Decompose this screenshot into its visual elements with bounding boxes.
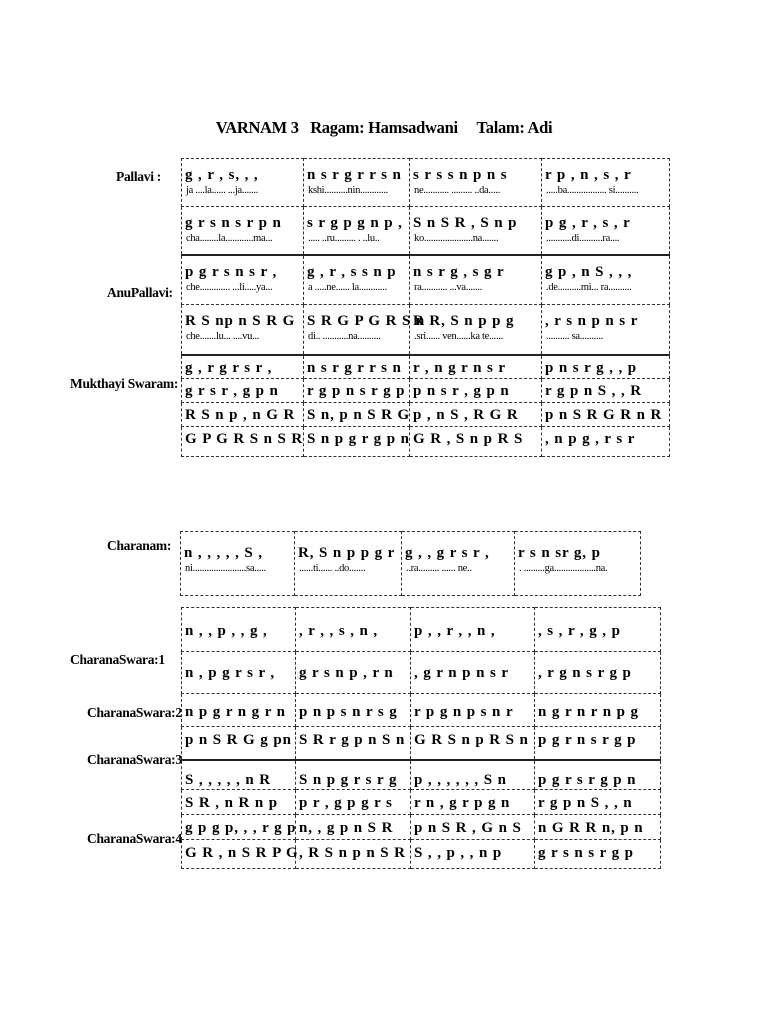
anupallavi-cell [304,255,410,305]
pallavi-cell [304,159,410,207]
charana-swara-cell [296,814,411,839]
lyric-line: di.. ...........na.......... [308,331,381,342]
label-anupallavi: AnuPallavi: [107,285,173,300]
label-pallavi: Pallavi : [116,169,161,184]
mukthayi-cell [410,355,542,379]
label-mukthayi-swaram: Mukthayi Swaram: [70,376,179,391]
mukthayi-cell [304,379,410,403]
swara-line: R S n p , n G R [185,407,296,423]
label-charana-swara-1: CharanaSwara:1 [70,652,165,667]
swara-line: G R S n p R S n [414,732,529,748]
swara-line: S R G P G R S n [307,313,426,329]
swara-line: S n S R , S n p [413,215,518,231]
swara-line: g p , n S , , , [545,263,633,280]
swara-line: p g r n s r g p [538,732,637,748]
charana-swara-cell [296,652,411,694]
charana-swara-cell [411,760,535,790]
swara-line: S R , n R n p [185,794,278,811]
swara-line: S n p g r s r g [299,771,398,788]
lyric-line: che............. ...li.....ya... [186,281,273,293]
pallavi-cell [410,159,542,207]
mukthayi-cell [182,403,304,427]
mukthayi-row-3 [182,403,670,427]
charanam-cell [402,532,515,596]
swara-line: S R r g p n S n [299,732,406,748]
swara-line: n , p g r s r , [185,665,276,681]
swara-line: g , r g r s r , [185,359,273,376]
swara-line: p r , g p g r s [299,794,393,811]
swara-line: S , , , , , n R [185,771,272,788]
mukthayi-row-4 [182,427,670,457]
charana-swara-cell [182,608,296,652]
swara-line: p n s r g , , p [545,359,638,376]
charana-swara-cell [535,814,661,839]
charana-swara-cell [411,652,535,694]
swara-line: n s r g , s g r [413,263,505,280]
mukthayi-cell [410,403,542,427]
charana-swara-cell [411,727,535,760]
swara-line: , r , , s , n , [299,623,379,639]
anupallavi-cell [410,305,542,355]
label-charanam: Charanam: [107,538,172,553]
swara-line: p n s r , g p n [413,383,510,399]
lyric-line: .....ba................. si.......... [546,185,639,196]
swara-line: , r g n s r g p [538,665,632,681]
charana-swara-cell [535,789,661,814]
pallavi-row-1 [182,159,670,207]
swara-line: G P G R S n S R [185,431,304,447]
charana-swara-cell [411,694,535,727]
lyric-line: ..... ..ru......... . ..lu.. [308,233,380,244]
swara-line: p n S R , G n S [414,819,522,836]
charana-swara-4-row-2 [182,789,661,814]
charana-swara-cell [182,652,296,694]
swara-line: r g p n s r g p [307,383,406,399]
charana-swara-4-row-4 [182,839,661,868]
mukthayi-cell [182,355,304,379]
charana-swara-cell [411,839,535,868]
swara-line: p g r s n s r , [185,263,278,280]
page-title: VARNAM 3 Ragam: Hamsadwani Talam: Adi [215,118,553,137]
swara-line: g , r , s s n p [307,263,397,280]
anupallavi-cell [542,305,670,355]
swara-line: n , , p , , g , [185,623,268,639]
swara-line: n , , , , , S , [184,545,263,561]
lyric-line: ...........di..........ra.... [546,233,620,244]
mukthayi-cell [182,427,304,457]
mukthayi-row-1 [182,355,670,379]
pallavi-cell [182,207,304,255]
anupallavi-cell [182,255,304,305]
swara-line: S n, p n S R G [307,407,411,423]
charana-swara-cell [535,608,661,652]
swara-line: S , , p , , n p [414,844,503,861]
swara-line: n s r g r r s n [307,167,402,183]
charana-swara-cell [411,789,535,814]
charana-swara-cell [296,608,411,652]
anupallavi-row-2 [182,305,670,355]
lyric-line: a .....ne...... la............ [308,281,387,293]
swara-line: , n p g , r s r [545,431,636,447]
charana-swara-cell [296,727,411,760]
pallavi-row-2 [182,207,670,255]
swara-line: n g r n r n p g [538,704,639,720]
charanam-table [180,531,641,596]
anupallavi-row-1 [182,255,670,305]
lyric-line: .sri...... ven......ka te...... [414,331,503,342]
mukthayi-cell [182,379,304,403]
swara-line: p n S R G R n R [545,407,663,423]
lyric-line: kshi..........nin............ [308,185,388,196]
charana-swara-2-3-row-2 [182,727,661,760]
charanam-cell [181,532,295,596]
lyric-line: ne........... ......... ..da..... [414,185,501,196]
swara-line: s r s s n p n s [413,167,508,183]
swara-line: G R , n S R P G [185,844,299,861]
anupallavi-cell [182,305,304,355]
mukthayi-cell [304,355,410,379]
swara-line: R R, S n p p g [413,313,515,329]
swara-line: p , , , , , , S n [414,771,507,788]
pallavi-cell [410,207,542,255]
charana-swara-cell [535,839,661,868]
swara-line: p g , r , s , r [545,215,631,231]
charana-swara-2-3-row-1 [182,694,661,727]
swara-line: g , , g r s r , [405,545,490,561]
charana-swara-cell [535,652,661,694]
anupallavi-cell [542,255,670,305]
swara-line: g r s r , g p n [185,383,279,399]
charana-swara-cell [411,814,535,839]
label-charana-swara-3: CharanaSwara:3 [87,752,182,767]
lyric-line: cha........la............ma... [186,233,273,244]
charana-swara-cell [411,608,535,652]
mukthayi-cell [304,403,410,427]
mukthayi-cell [410,379,542,403]
swara-line: p g r s r g p n [538,771,637,788]
charana-swara-4-row-3 [182,814,661,839]
lyric-line: ko.....................na....... [414,233,499,244]
swara-line: r n , g r p g n [414,794,511,811]
charana-swara-cell [182,760,296,790]
swara-line: g r s n s r p n [185,215,282,231]
lyric-line: ..ra......... ...... ne.. [406,563,472,574]
label-charana-swara-2: CharanaSwara:2 [87,705,182,720]
charana-swara-cell [296,789,411,814]
mukthayi-cell [410,427,542,457]
mukthayi-row-2 [182,379,670,403]
swara-line: n G R R n, p n [538,819,644,836]
swara-line: r p , n , s , r [545,167,632,183]
swara-line: , R S n p n S R [299,844,406,861]
lyric-line: . .........ga..................na. [519,563,608,574]
swara-line: p n p s n r s g [299,704,398,720]
pallavi-table [181,158,670,457]
swara-line: p n S R G g pn [185,732,292,748]
swara-line: , s , r , g , p [538,623,621,639]
swara-line: p , , r , , n , [414,623,496,639]
pallavi-cell [182,159,304,207]
swara-line: r g p n S , , R [545,383,642,399]
lyric-line: ......ti...... ..do....... [299,563,366,574]
swara-line: r , n g r n s r [413,359,506,376]
anupallavi-cell [304,305,426,355]
charana-swara-cell [182,727,296,760]
mukthayi-cell [542,403,670,427]
charana-swara-cell [296,760,411,790]
charanam-cell [295,532,402,596]
charana-swara-1-row-1 [182,608,661,652]
charana-swara-cell [182,789,296,814]
charana-swara-cell [182,694,296,727]
swara-line: S n p g r g p n [307,431,410,447]
swara-line: , g r n p n s r [414,665,509,681]
swara-line: p , n S , R G R [413,407,519,423]
swara-line: n s r g r r s n [307,359,402,376]
anupallavi-cell [410,255,542,305]
lyric-line: ra........... ...va....... [414,281,483,293]
charana-swara-cell [535,760,661,790]
mukthayi-cell [304,427,410,457]
swara-line: n p g r n g r n [185,704,286,720]
lyric-line: ja ....la...... ...ja....... [186,185,259,196]
charana-swara-cell [296,694,411,727]
swara-line: g p g p, , , r g p [185,819,297,836]
lyric-line: .......... sa.......... [546,331,603,342]
mukthayi-cell [542,355,670,379]
swara-line: R, S n p p g r [298,545,396,561]
swara-line: r p g n p s n r [414,704,514,720]
swara-line: n, , g p n S R [299,819,394,836]
pallavi-cell [542,207,670,255]
pallavi-cell [542,159,670,207]
mukthayi-cell [542,379,670,403]
swara-line: R S np n S R G [185,313,296,329]
swara-line: g r s n s r g p [538,844,634,861]
swara-line: r g p n S , , n [538,794,633,811]
swara-line: g , r , s, , , [185,167,259,183]
lyric-line: ni.......................sa..... [185,563,266,574]
pallavi-cell [304,207,410,255]
charana-swara-cell [182,814,296,839]
swara-line: g r s n p , r n [299,665,394,681]
charana-swara-cell [535,694,661,727]
charana-swara-cell [296,839,411,868]
charanam-row [181,532,641,596]
label-charana-swara-4: CharanaSwara:4 [87,831,182,846]
lyric-line: .de..........mi... ra.......... [546,281,632,293]
swara-line: s r g p g n p , [307,215,403,231]
lyric-line: che.......lu... ....vu... [186,331,259,342]
swara-line: , r s n p n s r [545,313,639,329]
charana-swara-table [181,607,661,869]
charana-swara-1-row-2 [182,652,661,694]
charana-swara-cell [535,727,661,760]
swara-line: G R , S n p R S [413,431,524,447]
swara-line: r s n sr g, p [518,545,601,561]
mukthayi-cell [542,427,670,457]
charana-swara-cell [182,839,299,868]
charana-swara-4-row-1 [182,760,661,790]
charanam-cell [515,532,641,596]
